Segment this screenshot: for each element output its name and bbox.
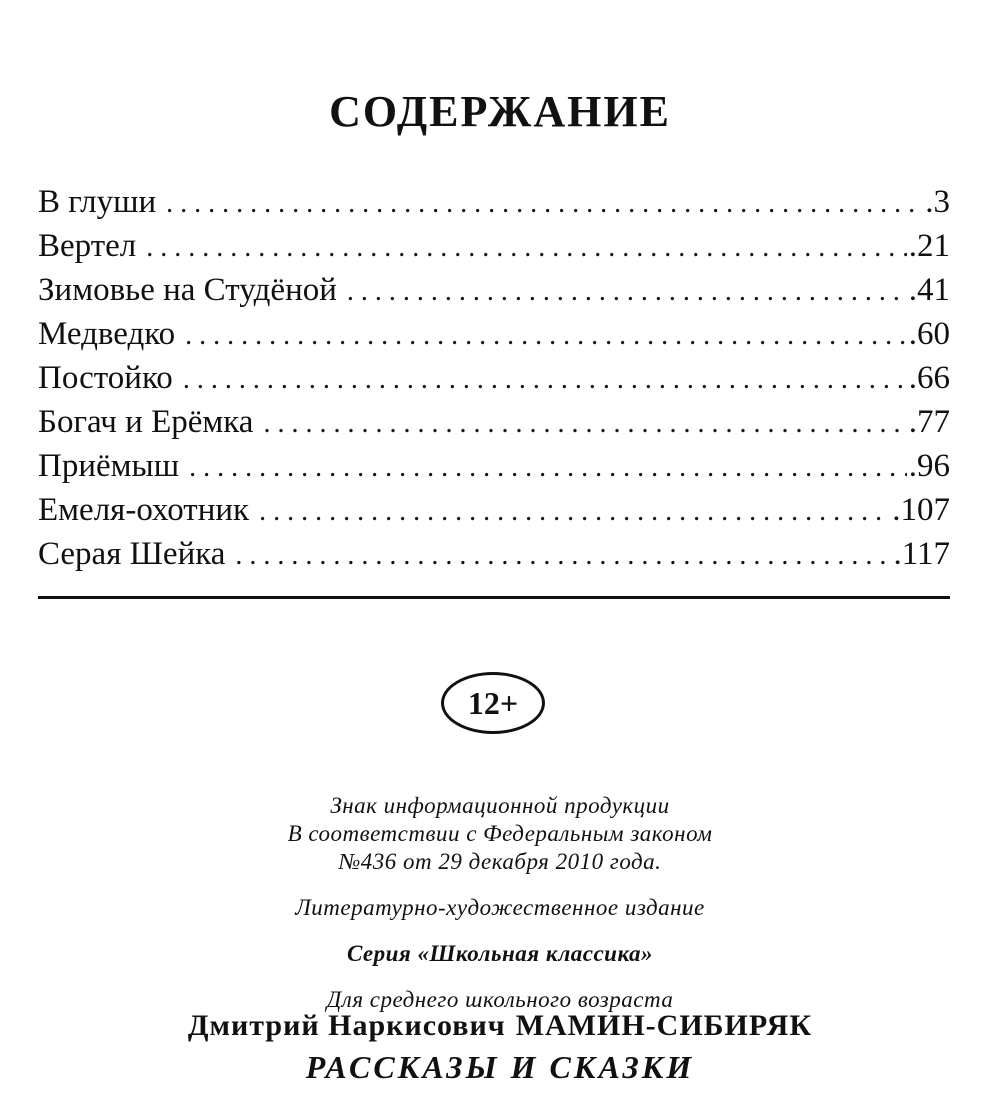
info-law-number-line: №436 от 29 декабря 2010 года. <box>338 849 662 874</box>
dot-leader <box>146 226 906 270</box>
dot-leader <box>166 182 923 226</box>
series-name: Серия «Школьная классика» <box>346 941 654 966</box>
toc-page-number: .117 <box>893 536 950 572</box>
toc-entry-title: Медведко <box>38 316 176 352</box>
toc-entry-title: Зимовье на Студёной <box>38 272 337 308</box>
toc-page-number: .41 <box>908 272 950 308</box>
author-surname: МАМИН-СИБИРЯК <box>515 1009 813 1042</box>
info-law-line: В соответствии с Федеральным законом <box>287 821 713 846</box>
toc-entry <box>38 444 950 488</box>
divider-rule <box>38 596 950 599</box>
edition-type: Литературно-художественное издание <box>295 895 705 920</box>
toc-entry <box>38 532 950 576</box>
toc-entry-title: Постойко <box>38 360 173 396</box>
audience-note: Для среднего школьного возраста <box>326 987 674 1012</box>
toc-page-number: .66 <box>908 360 950 396</box>
dot-leader <box>235 534 891 578</box>
toc-entry <box>38 400 950 444</box>
dot-leader <box>259 490 890 534</box>
dot-leader <box>347 270 907 314</box>
age-rating-badge: 12+ <box>441 672 545 734</box>
toc-entry <box>38 312 950 356</box>
toc-page-number: .96 <box>908 448 950 484</box>
info-label-line: Знак информационной продукции <box>330 793 670 818</box>
toc-page-number: .77 <box>908 404 950 440</box>
author-name <box>0 1006 1000 1046</box>
toc-heading: СОДЕРЖАНИЕ <box>329 87 671 136</box>
toc-entry-title: Емеля-охотник <box>38 492 250 528</box>
toc-page-number: .3 <box>925 184 950 220</box>
toc-entry <box>38 356 950 400</box>
toc-entry-title: Вертел <box>38 228 137 264</box>
toc-entry <box>38 224 950 268</box>
book-title: РАССКАЗЫ И СКАЗКИ <box>305 1049 695 1085</box>
author-given-names: Дмитрий Наркисович <box>187 1009 506 1042</box>
toc-entry-title: Богач и Ерёмка <box>38 404 254 440</box>
toc-entry <box>38 268 950 312</box>
toc-entry <box>38 180 950 224</box>
toc-page-number: .21 <box>908 228 950 264</box>
toc-entry-title: В глуши <box>38 184 157 220</box>
dot-leader <box>263 402 906 446</box>
dot-leader <box>189 446 907 490</box>
table-of-contents <box>38 180 950 576</box>
dot-leader <box>185 314 907 358</box>
publication-info <box>0 792 1000 1014</box>
toc-entry-title: Приёмыш <box>38 448 180 484</box>
toc-entry <box>38 488 950 532</box>
dot-leader <box>183 358 907 402</box>
toc-entry-title: Серая Шейка <box>38 536 226 572</box>
toc-page-number: .107 <box>892 492 950 528</box>
toc-page-number: .60 <box>908 316 950 352</box>
